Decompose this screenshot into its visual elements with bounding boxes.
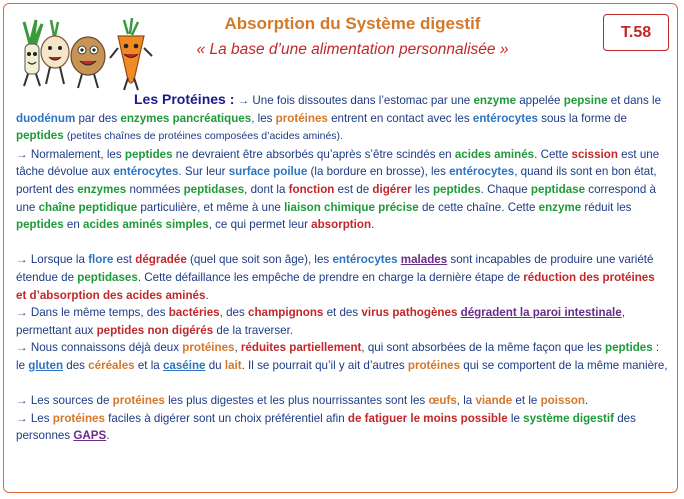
text-run: , des	[219, 306, 248, 320]
text-run: qui se comportent de la même manière,	[460, 358, 668, 372]
text-run: (quel que soit son âge), les	[186, 253, 333, 267]
highlighted-term: enzymes pancréatiques	[120, 111, 252, 125]
highlighted-term: entérocytes	[472, 111, 538, 125]
text-run: le	[507, 411, 524, 425]
highlighted-term: protéines	[52, 411, 105, 425]
text-run: est de	[334, 182, 373, 196]
highlighted-term: système digestif	[523, 411, 614, 425]
text-run: ,	[234, 341, 241, 355]
highlighted-term: entérocytes	[449, 165, 515, 179]
highlighted-term: absorption	[311, 218, 372, 232]
text-run: par des	[75, 111, 121, 125]
highlighted-term: entérocytes	[113, 165, 179, 179]
paragraph	[16, 94, 661, 142]
text-run: , dont la	[244, 182, 289, 196]
highlighted-term: dégradent la paroi intestinale	[460, 306, 622, 320]
text-run: → Nous connaissons déjà deux	[16, 341, 183, 355]
highlighted-term: peptidases	[77, 270, 138, 284]
highlighted-term: peptides	[124, 147, 173, 161]
highlighted-term: protéines	[182, 341, 235, 355]
highlighted-term: de fatiguer le moins possible	[347, 411, 508, 425]
highlighted-term: poisson	[540, 394, 586, 408]
text-run: .	[371, 218, 375, 232]
paragraph	[16, 339, 668, 374]
text-run: .	[205, 288, 209, 302]
highlighted-term: dégradée	[135, 253, 187, 267]
text-run: : le	[16, 341, 660, 372]
leek-icon	[24, 20, 42, 86]
text-run: est	[113, 253, 136, 267]
text-run: , qui sont absorbées de la même façon que les	[361, 341, 606, 355]
highlighted-term: liaison chimique précise	[284, 200, 419, 214]
text-run: → Normalement, les	[16, 147, 125, 161]
text-run: du	[205, 358, 225, 372]
paragraph-list	[16, 146, 668, 445]
text-run: . Il se pourrait qu’il y ait d’autres	[241, 358, 408, 372]
paragraph	[16, 146, 668, 234]
text-run: , la	[456, 394, 476, 408]
highlighted-term: peptidases	[183, 182, 245, 196]
text-run: des personnes	[16, 411, 636, 443]
paragraph	[16, 392, 668, 410]
text-run: les	[411, 182, 433, 196]
paragraph	[16, 410, 668, 445]
text-run: .	[106, 429, 110, 443]
text-run: → Les	[16, 411, 53, 425]
text-run: , quand ils sont en bon état, portent des	[16, 165, 657, 196]
text-run: de la traverser.	[213, 323, 294, 337]
highlighted-term: digérer	[372, 182, 412, 196]
text-run: est une tâche dévolue aux	[16, 147, 660, 179]
highlighted-term: virus pathogènes	[361, 306, 458, 320]
text-run: (la bordure en brosse), les	[307, 165, 450, 179]
highlighted-term: peptides	[16, 129, 64, 143]
text-run: de cette chaîne. Cette	[418, 200, 539, 214]
text-run: en	[63, 218, 84, 232]
highlighted-term: peptides	[432, 182, 481, 196]
highlighted-term: œufs	[428, 394, 457, 408]
highlighted-term: flore	[88, 253, 114, 267]
text-run: → Une fois dissoutes dans l’estomac par une	[237, 94, 474, 107]
text-run: . Sur leur	[178, 165, 229, 179]
highlighted-term: enzyme	[473, 94, 517, 107]
text-run: nommées	[126, 182, 184, 196]
highlighted-term: scission	[571, 147, 618, 161]
highlighted-term: viande	[475, 394, 513, 408]
section-body	[16, 91, 668, 445]
highlighted-term: bactéries	[168, 306, 220, 320]
carrot-icon	[110, 18, 152, 90]
highlighted-term: acides aminés	[454, 147, 535, 161]
section-heading: Les Protéines :	[134, 91, 235, 107]
highlighted-term: protéines	[407, 358, 461, 372]
highlighted-term: GAPS	[73, 429, 107, 443]
paragraph-spacer	[16, 234, 668, 252]
highlighted-term: fonction	[288, 182, 335, 196]
page-subtitle: « La base d’une alimentation personnalisée »	[196, 41, 509, 58]
text-run: , permettant aux	[16, 306, 625, 337]
text-run: et des	[323, 306, 362, 320]
text-run: et dans le	[607, 94, 662, 107]
paragraph	[16, 251, 668, 304]
text-run: . Chaque	[480, 182, 531, 196]
text-run: entrent en contact avec les	[327, 111, 473, 125]
highlighted-term: entérocytes	[332, 253, 398, 267]
highlighted-term: réduites partiellement	[240, 341, 362, 355]
text-run: appelée	[516, 94, 564, 107]
text-run: → Les sources de	[16, 394, 113, 408]
text-run: sous la forme de	[537, 111, 627, 125]
highlighted-term: champignons	[248, 306, 324, 320]
vegetable-characters-illustration	[6, 14, 156, 92]
highlighted-term: lait	[224, 358, 242, 372]
highlighted-term: pepsine	[563, 94, 608, 107]
text-run: ne devraient être absorbés qu’après s’être scindés en	[172, 147, 455, 161]
text-run: → Lorsque la	[16, 253, 89, 267]
highlighted-term: enzymes	[77, 182, 127, 196]
highlighted-term: céréales	[88, 358, 135, 372]
text-run: sont incapables de produire une variété étendue de	[16, 253, 654, 284]
text-run: .	[585, 394, 589, 408]
text-run: correspond à une	[16, 182, 656, 214]
paragraph-spacer	[16, 375, 668, 393]
text-run: → Dans le même temps, des	[16, 306, 169, 320]
potato-icon	[71, 37, 105, 88]
text-run: . Cette défaillance les empêche de prendre en charge la dernière étape de	[137, 270, 524, 284]
highlighted-term: gluten	[28, 358, 64, 372]
reference-label: T.58	[620, 23, 652, 41]
highlighted-term: enzyme	[538, 200, 582, 214]
highlighted-term: caséine	[162, 358, 206, 372]
highlighted-term: acides aminés simples	[83, 218, 209, 232]
text-run: et le	[512, 394, 541, 408]
highlighted-term: protéines	[275, 111, 328, 125]
highlighted-term: peptides	[605, 341, 653, 355]
text-run: les plus digestes et les plus nourrissantes sont les	[164, 394, 429, 408]
highlighted-term: (petites chaînes de protéines composées d’acides aminés).	[66, 130, 343, 143]
highlighted-term: peptidase	[530, 182, 586, 196]
highlighted-term: réduction des protéines et d’absorption des acides aminés	[16, 270, 655, 302]
highlighted-term: malades	[400, 253, 448, 267]
onion-icon	[41, 20, 69, 84]
text-run: faciles à digérer sont un choix préférentiel afin	[104, 411, 348, 425]
highlighted-term: protéines	[112, 394, 165, 408]
text-run: , ce qui permet leur	[208, 218, 312, 232]
page-title: Absorption du Système digestif	[224, 14, 481, 33]
text-run: particulière, et même à une	[137, 200, 285, 214]
highlighted-term: peptides	[16, 218, 64, 232]
highlighted-term: surface poilue	[228, 165, 308, 179]
highlighted-term: chaîne peptidique	[38, 200, 138, 214]
text-run: , les	[251, 111, 276, 125]
text-run: réduit les	[581, 200, 632, 214]
highlighted-term: peptides non digérés	[96, 323, 214, 337]
text-run: . Cette	[534, 147, 572, 161]
text-run: des	[63, 358, 89, 372]
reference-badge	[603, 14, 669, 51]
paragraph	[16, 304, 668, 339]
highlighted-term: duodénum	[16, 111, 76, 125]
text-run: et la	[134, 358, 163, 372]
